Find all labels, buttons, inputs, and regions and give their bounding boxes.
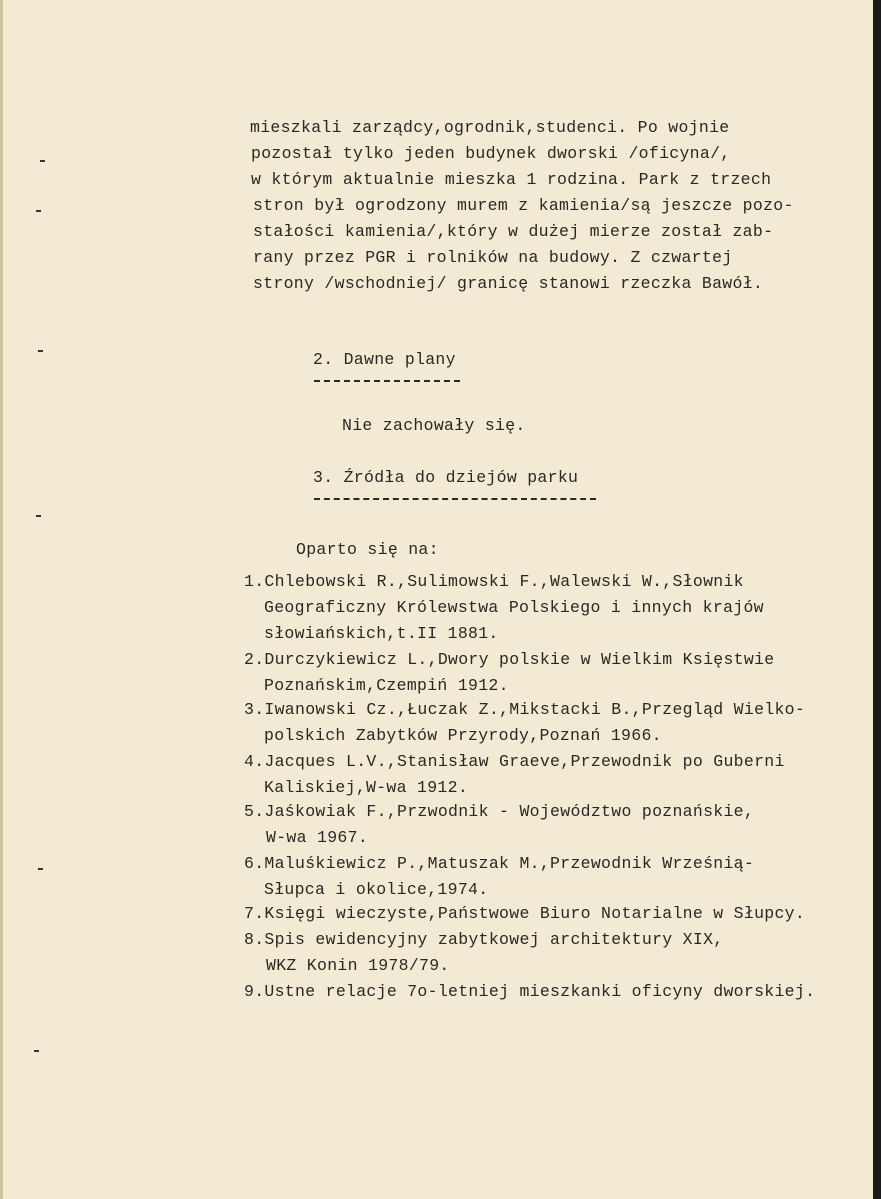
margin-mark	[38, 868, 43, 870]
source-item: Kaliskiej,W-wa 1912.	[264, 778, 469, 797]
paragraph-line: stałości kamienia/,który w dużej mierze został zab-	[253, 222, 774, 241]
paragraph-line: rany przez PGR i rolników na budowy. Z czwartej	[253, 248, 733, 267]
source-item: 3.Iwanowski Cz.,Łuczak Z.,Mikstacki B.,Przegląd Wielko-	[244, 700, 806, 719]
source-item: Słupca i okolice,1974.	[264, 880, 489, 899]
page-right-edge	[873, 0, 881, 1199]
margin-mark	[34, 1050, 39, 1052]
section-heading: 2. Dawne plany	[313, 350, 456, 369]
source-item: 8.Spis ewidencyjny zabytkowej architektury XIX,	[244, 930, 724, 949]
source-item: 9.Ustne relacje 7o-letniej mieszkanki oficyny dworskiej.	[244, 982, 816, 1001]
source-item: Poznańskim,Czempiń 1912.	[264, 676, 509, 695]
source-item: 5.Jaśkowiak F.,Przwodnik - Województwo poznańskie,	[244, 802, 755, 821]
source-item: polskich Zabytków Przyrody,Poznań 1966.	[264, 726, 662, 745]
source-item: 6.Maluśkiewicz P.,Matuszak M.,Przewodnik Wrześnią-	[244, 854, 755, 873]
section-heading-underline	[314, 498, 596, 500]
source-item: 1.Chlebowski R.,Sulimowski F.,Walewski W.,Słownik	[244, 572, 744, 591]
source-item: 4.Jacques L.V.,Stanisław Graeve,Przewodnik po Guberni	[244, 752, 785, 771]
section-heading: 3. Źródła do dziejów parku	[313, 468, 579, 487]
source-item: Geograficzny Królewstwa Polskiego i innych krajów	[264, 598, 764, 617]
source-item: W-wa 1967.	[266, 828, 369, 847]
paragraph-line: pozostał tylko jeden budynek dworski /oficyna/,	[251, 144, 731, 163]
section-heading-underline	[314, 380, 460, 382]
source-item: słowiańskich,t.II 1881.	[264, 624, 499, 643]
source-item: 2.Durczykiewicz L.,Dwory polskie w Wielkim Księstwie	[244, 650, 775, 669]
paragraph-line: strony /wschodniej/ granicę stanowi rzeczka Bawół.	[253, 274, 764, 293]
paragraph-line: stron był ogrodzony murem z kamienia/są jeszcze pozo-	[253, 196, 794, 215]
sources-intro: Oparto się na:	[296, 540, 439, 559]
section-text: Nie zachowały się.	[342, 416, 526, 435]
paragraph-line: w którym aktualnie mieszka 1 rodzina. Park z trzech	[251, 170, 772, 189]
paragraph-line: mieszkali zarządcy,ogrodnik,studenci. Po wojnie	[250, 118, 730, 137]
source-item: WKZ Konin 1978/79.	[266, 956, 450, 975]
source-item: 7.Księgi wieczyste,Państwowe Biuro Notarialne w Słupcy.	[244, 904, 806, 923]
